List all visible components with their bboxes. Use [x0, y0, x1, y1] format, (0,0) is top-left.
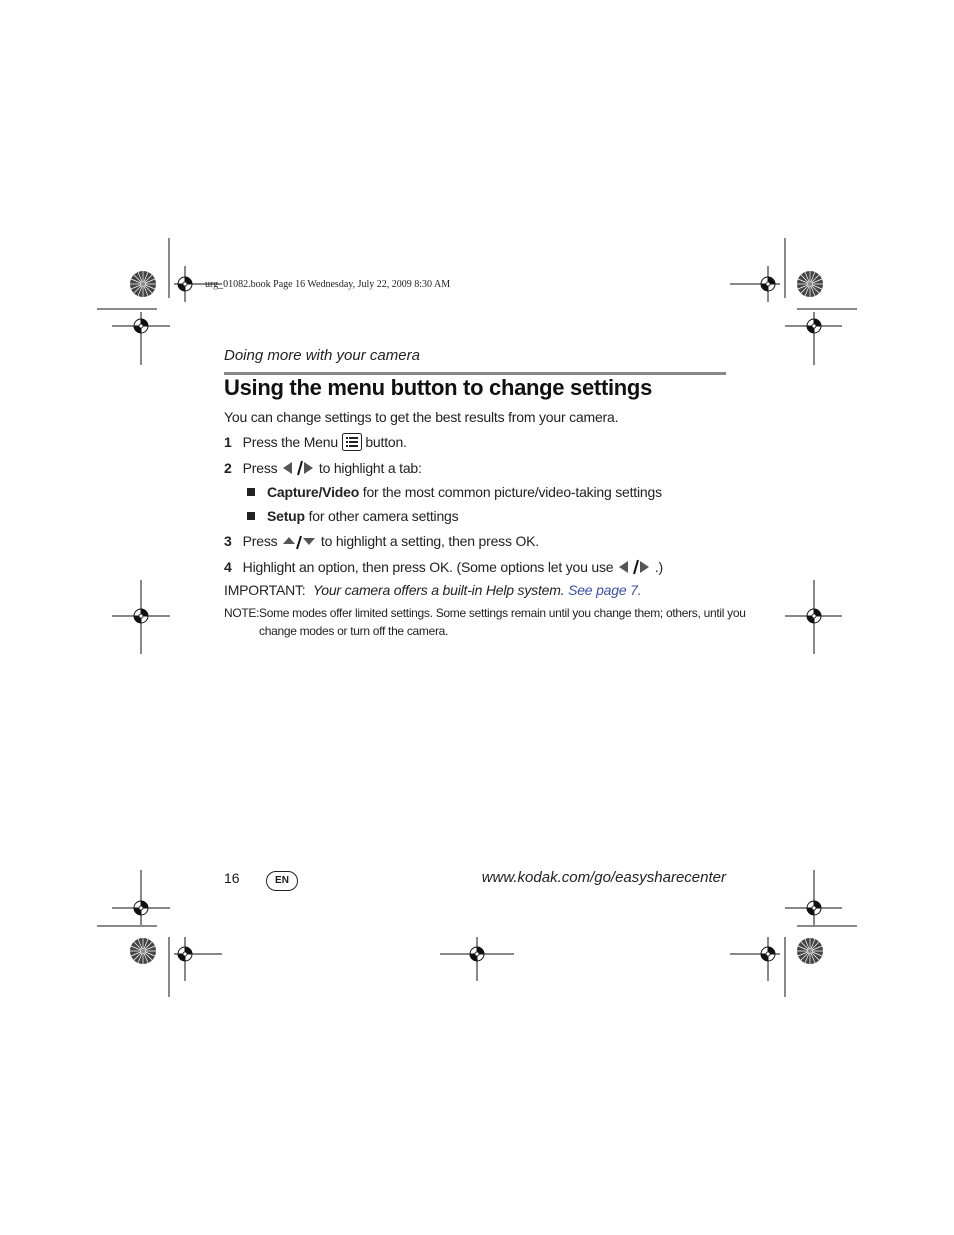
bullet-item-setup [247, 508, 458, 524]
step-text: Highlight an option, then press OK. (Some options let you use [242, 559, 614, 576]
step-number: 4 [224, 559, 232, 576]
bullet-item-capture-video [247, 484, 662, 500]
step-3 [224, 532, 539, 553]
step-text-after: button. [365, 434, 407, 451]
note-line-2: change modes or turn off the camera. [259, 624, 449, 638]
note-line-1: Some modes offer limited settings. Some settings remain until you change them; others, until you [259, 606, 746, 620]
step-text-after: to highlight a tab: [318, 460, 422, 477]
note-label: NOTE: [224, 606, 260, 620]
footer-url[interactable]: www.kodak.com/go/easysharecenter [481, 869, 726, 886]
step-text-after: to highlight a setting, then press OK. [320, 533, 539, 550]
language-badge: EN [266, 871, 298, 891]
bullet-text: for the most common picture/video-taking settings [362, 484, 662, 500]
step-1 [224, 433, 407, 454]
step-number: 3 [224, 533, 232, 550]
step-text: Press [242, 460, 278, 477]
print-slug: urg_01082.book Page 16 Wednesday, July 22, 2009 8:30 AM [205, 279, 451, 290]
up-down-arrows-icon [281, 532, 317, 553]
important-label: IMPORTANT: [224, 582, 306, 598]
important-callout [224, 582, 641, 598]
bullet-bold: Capture/Video [267, 484, 360, 500]
step-number: 2 [224, 460, 232, 477]
step-4 [224, 558, 663, 579]
important-text: Your camera offers a built-in Help system. [312, 582, 565, 598]
step-2 [224, 459, 422, 480]
left-right-arrows-icon [281, 459, 315, 480]
see-page-link[interactable]: See page 7. [568, 582, 642, 598]
step-text: Press the Menu [242, 434, 338, 451]
intro-text: You can change settings to get the best results from your camera. [224, 409, 619, 425]
menu-button-icon [342, 433, 362, 454]
step-number: 1 [224, 434, 232, 451]
bullet-icon [247, 488, 255, 496]
page-title: Using the menu button to change settings [224, 375, 653, 400]
bullet-icon [247, 512, 255, 520]
page-number: 16 [224, 870, 240, 886]
section-header: Doing more with your camera [224, 347, 420, 364]
step-text-after: .) [654, 559, 663, 576]
bullet-bold: Setup [267, 508, 305, 524]
step-text: Press [242, 533, 278, 550]
left-right-arrows-icon [617, 558, 651, 579]
bullet-text: for other camera settings [308, 508, 459, 524]
